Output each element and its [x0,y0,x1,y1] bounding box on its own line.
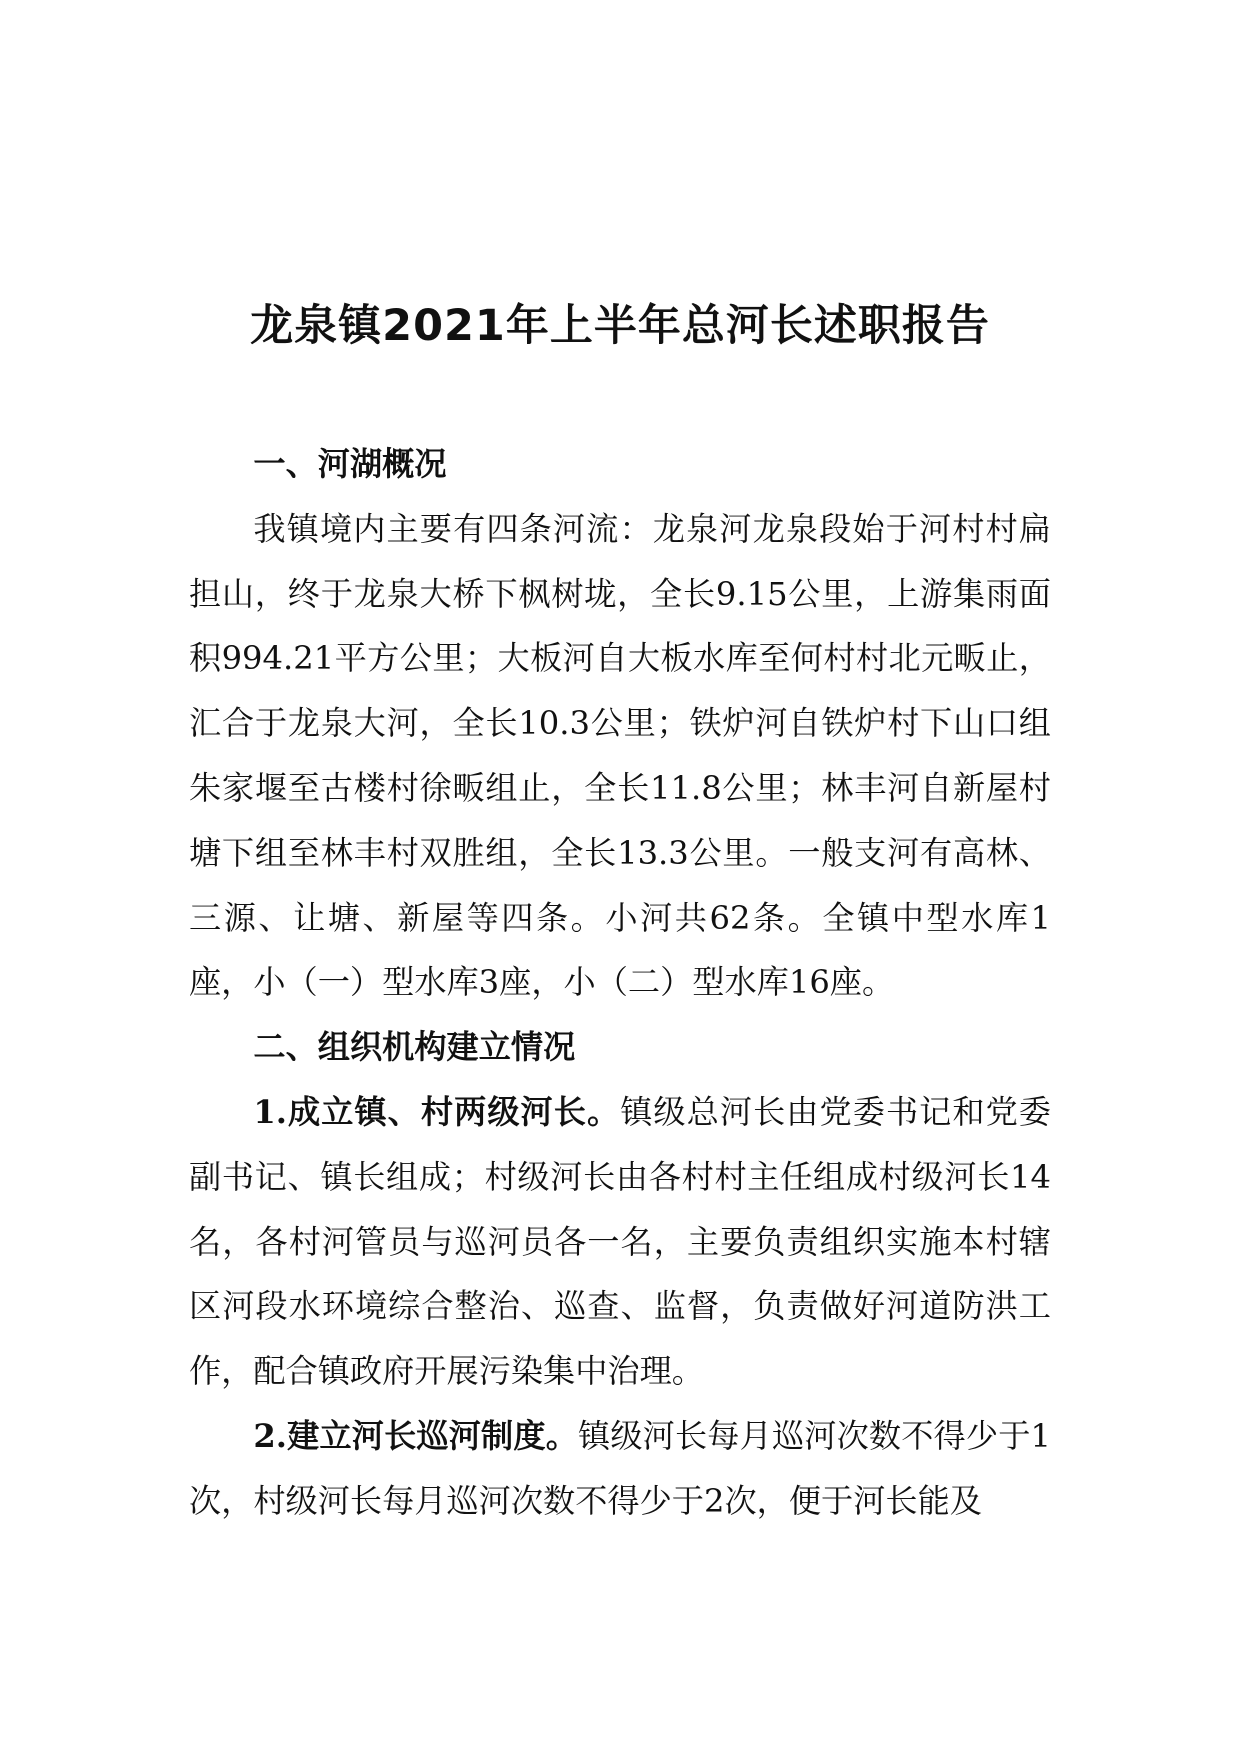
section-2-item-2 [189,1404,1051,1534]
document-title: 龙泉镇2021年上半年总河长述职报告 [250,301,990,351]
item-2-lead: 2.建立河长巡河制度。 [253,1416,579,1455]
section-2-heading: 二、组织机构建立情况 [253,1028,576,1067]
section-2-item-1 [189,1080,1051,1404]
document-body [189,432,1051,1534]
item-1-lead: 1.成立镇、村两级河长。 [253,1092,621,1131]
item-2-text: 镇级河长每月巡河次数不得少于1次，村级河长每月巡河次数不得少于2次，便于河长能及 [189,1416,1051,1520]
section-1-heading: 一、河湖概况 [253,445,447,483]
item-1-text: 镇级总河长由党委书记和党委副书记、镇长组成；村级河长由各村村主任组成村级河长14名，各村河管员与巡河员各一名，主要负责组织实施本村辖区河段水环境综合整治、巡查、监督，负责做好河道防洪工作，配合镇政府开展污染集中治理。 [189,1092,1051,1391]
section-1-paragraph: 我镇境内主要有四条河流：龙泉河龙泉段始于河村村扁担山，终于龙泉大桥下枫树垅，全长9.15公里，上游集雨面积994.21平方公里；大板河自大板水库至何村村北元畈止，汇合于龙泉大河，全长10.3公里；铁炉河自铁炉村下山口组朱家堰至古楼村徐畈组止，全长11.8公里；林丰河自新屋村塘下组至林丰村双胜组，全长13.3公里。一般支河有高林、三源、让塘、新屋等四条。小河共62条。全镇中型水库1座，小（一）型水库3座，小（二）型水库16座。 [189,509,1051,1002]
